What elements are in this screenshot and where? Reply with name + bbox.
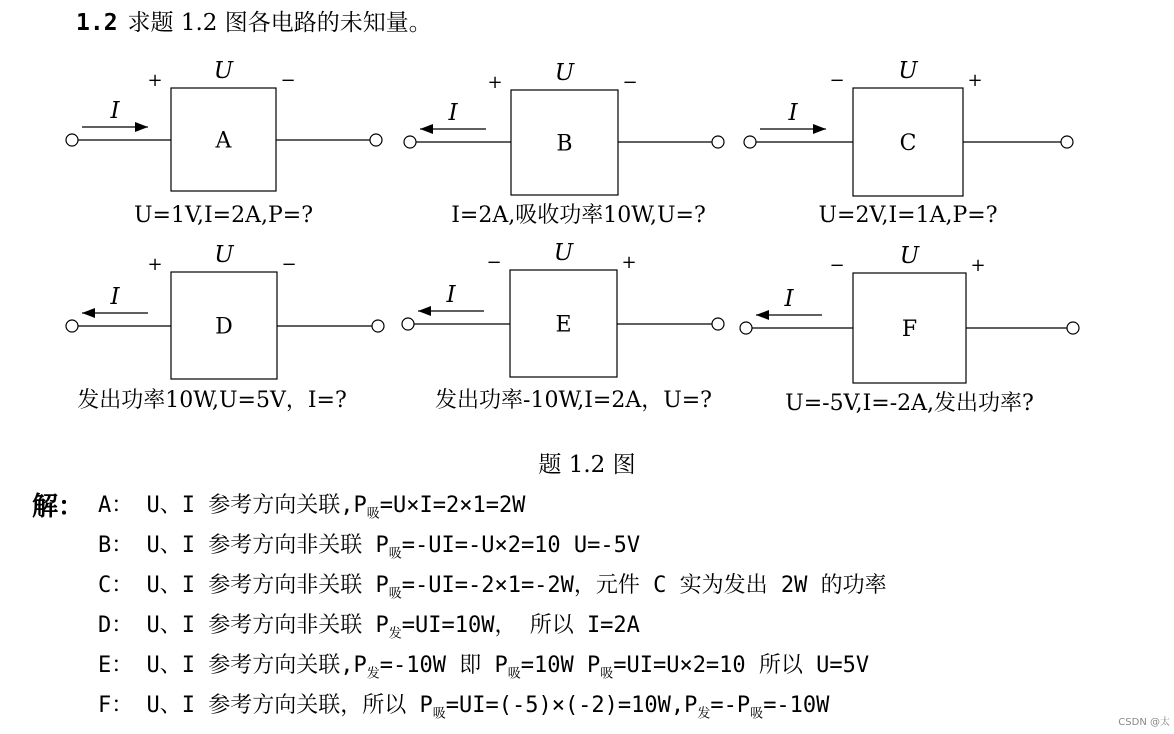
solution-text: C： U、I 参考方向非关联 P: [98, 573, 389, 598]
terminal-left-a: [66, 134, 78, 146]
current-arrowhead-e: [418, 306, 431, 316]
solution-text: =UI=(-5)×(-2)=10W,P: [445, 693, 698, 718]
solution-line-b: [98, 528, 640, 561]
current-label-a: I: [110, 98, 120, 124]
voltage-label-b: U: [554, 60, 575, 86]
element-label-a: A: [215, 128, 232, 154]
solution-text: =-UI=-2×1=-2W，元件 C 实为发出 2W 的功率: [401, 573, 887, 598]
solution-text: =UI=10W， 所以 I=2A: [401, 613, 640, 638]
solution-line-e: [98, 648, 869, 681]
current-arrowhead-b: [420, 124, 433, 134]
solution-text: F： U、I 参考方向关联，所以 P: [98, 693, 433, 718]
element-label-b: B: [556, 131, 573, 157]
solution-line-a: [98, 488, 525, 521]
watermark: CSDN @太: [1118, 717, 1170, 728]
element-label-e: E: [555, 312, 572, 338]
terminal-left-b: [404, 136, 416, 148]
solution-label: 解：: [32, 492, 85, 522]
polarity-left-f: −: [829, 255, 845, 276]
current-label-f: I: [784, 286, 794, 312]
terminal-left-d: [66, 320, 78, 332]
element-label-f: F: [901, 317, 918, 342]
power-subscript: 吸: [507, 666, 521, 682]
circuit-caption-e: 发出功率-10W,I=2A，U=?: [435, 388, 712, 413]
problem-number: 1.2: [76, 10, 118, 36]
power-subscript: 吸: [366, 506, 380, 522]
terminal-right-f: [1067, 322, 1079, 334]
polarity-left-e: −: [486, 252, 502, 273]
current-arrowhead-f: [756, 310, 769, 320]
polarity-right-d: −: [281, 254, 297, 275]
current-arrowhead-d: [82, 308, 95, 318]
voltage-label-d: U: [214, 242, 234, 268]
voltage-label-c: U: [898, 58, 918, 84]
solution-text: =-10W: [763, 693, 830, 718]
voltage-label-f: U: [899, 243, 920, 269]
polarity-left-a: +: [147, 70, 163, 91]
current-label-c: I: [788, 100, 798, 126]
solution-text: =U×I=2×1=2W: [379, 493, 526, 518]
solution-line-d: [98, 608, 640, 641]
terminal-right-e: [712, 318, 724, 330]
power-subscript: 吸: [388, 546, 402, 562]
power-subscript: 吸: [388, 586, 402, 602]
terminal-right-b: [712, 136, 724, 148]
polarity-left-c: −: [829, 70, 845, 91]
element-label-d: D: [215, 314, 233, 340]
current-label-b: I: [448, 100, 458, 126]
power-subscript: 发: [388, 626, 402, 642]
current-arrowhead-c: [813, 124, 826, 134]
figure-caption: 题 1.2 图: [538, 452, 636, 478]
terminal-left-c: [744, 136, 756, 148]
solution-text: B： U、I 参考方向非关联 P: [98, 533, 389, 558]
polarity-left-b: +: [487, 72, 503, 93]
power-subscript: 吸: [432, 706, 446, 722]
polarity-right-a: −: [280, 70, 296, 91]
terminal-right-c: [1061, 136, 1073, 148]
solution-line-c: [98, 568, 887, 601]
terminal-right-d: [372, 320, 384, 332]
circuit-caption-a: U=1V,I=2A,P=?: [133, 203, 314, 228]
circuit-caption-c: U=2V,I=1A,P=?: [818, 203, 998, 228]
voltage-label-e: U: [553, 240, 574, 266]
polarity-right-e: +: [621, 252, 637, 273]
power-subscript: 吸: [600, 666, 614, 682]
polarity-right-b: −: [622, 72, 638, 93]
solution-text: D： U、I 参考方向非关联 P: [98, 613, 389, 638]
polarity-right-f: +: [970, 255, 986, 276]
terminal-left-f: [740, 322, 752, 334]
solution-text: =UI=U×2=10 所以 U=5V: [613, 653, 870, 678]
terminal-right-a: [370, 134, 382, 146]
polarity-left-d: +: [147, 254, 163, 275]
power-subscript: 发: [366, 666, 380, 682]
solution-text: E： U、I 参考方向关联,P: [98, 653, 367, 678]
solution-text: =-10W 即 P: [379, 653, 508, 678]
terminal-left-e: [402, 318, 414, 330]
solution-text: =-P: [710, 693, 751, 718]
power-subscript: 发: [697, 706, 711, 722]
solution-line-f: [98, 688, 829, 721]
solution-text: A： U、I 参考方向关联,P: [98, 493, 367, 518]
current-label-d: I: [110, 284, 120, 310]
circuit-caption-b: I=2A,吸收功率10W,U=?: [451, 203, 706, 228]
problem-statement: 求题 1.2 图各电路的未知量。: [127, 10, 432, 36]
polarity-right-c: +: [967, 70, 983, 91]
solution-text: =-UI=-U×2=10 U=-5V: [401, 533, 641, 558]
voltage-label-a: U: [213, 58, 234, 84]
solution-text: =10W P: [520, 653, 601, 678]
power-subscript: 吸: [750, 706, 764, 722]
circuit-caption-d: 发出功率10W,U=5V，I=?: [77, 388, 347, 413]
element-label-c: C: [899, 131, 917, 156]
current-label-e: I: [446, 282, 456, 308]
current-arrowhead-a: [135, 122, 148, 132]
circuit-caption-f: U=-5V,I=-2A,发出功率?: [785, 391, 1034, 416]
